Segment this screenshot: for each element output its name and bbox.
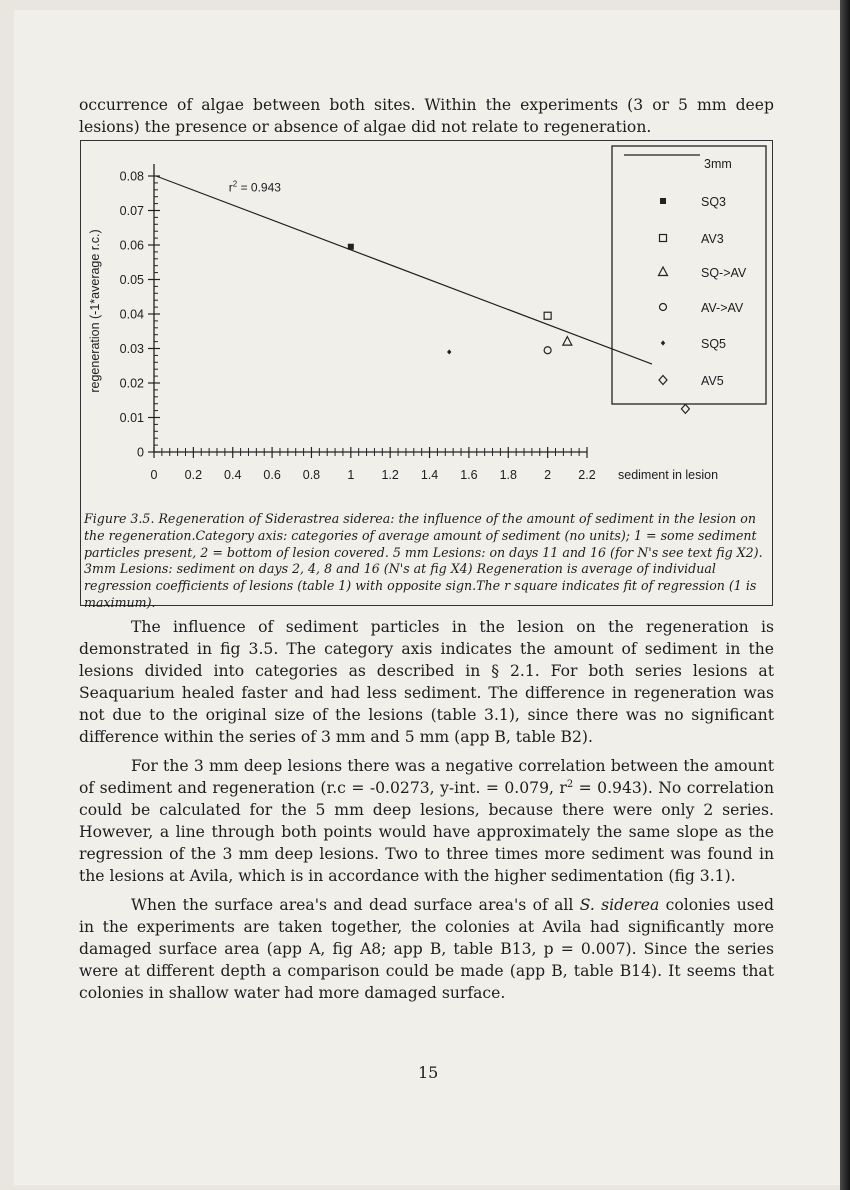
legend-label-av-av: AV->AV (701, 301, 744, 315)
y-tick-label: 0.08 (119, 169, 144, 184)
x-tick-label: 2.2 (578, 468, 596, 482)
y-tick-label: 0 (137, 445, 144, 460)
legend-marker-sq-av (659, 267, 668, 276)
intro-text: occurrence of algae between both sites. Within the experiments (3 or 5 mm deep lesions) the presence or absence of algae did not relate to regeneration. (79, 96, 774, 136)
x-tick-label: 1.4 (420, 468, 439, 482)
data-point-av-av (544, 347, 551, 354)
x-tick-label: 0 (150, 468, 158, 482)
y-tick-label: 0.06 (119, 238, 144, 253)
x-tick-label: 0.8 (302, 468, 321, 482)
paragraph-correlation-a: For the 3 mm deep lesions there was a negative correlation between the amount of sediment and regeneration (r.c = -0.0273, y-int. = 0.079, r (79, 757, 774, 797)
legend-marker-sq5 (661, 340, 665, 345)
species-name: S. siderea (579, 896, 660, 914)
x-tick-label: 0.4 (224, 468, 242, 482)
y-tick-label: 0.07 (119, 204, 144, 218)
figure-caption: Figure 3.5. Regeneration of Siderastrea siderea: the influence of the amount of sediment in the lesion on the regeneration.Category axis: categories of average amount of sediment (no units); 1 = some sediment particles present, 2 = bottom of lesion covered. 5 mm Lesions: on days 11 and 16 (for N's see text fig X2). 3mm Lesions: sediment on days 2, 4, 8 and 16 (N's at fig X4) Regeneration is average of individual regression coefficients of lesions (table 1) with opposite sign.The r square indicates fit of regression (1 is maximum). (84, 511, 763, 610)
paragraph-surface-area-a: When the surface area's and dead surface area's of all (131, 896, 580, 914)
data-point-av3 (544, 312, 551, 319)
superscript-2: 2 (566, 778, 574, 790)
body-text (79, 616, 774, 1004)
y-tick-label: 0.05 (119, 273, 144, 287)
y-axis-label: regeneration (-1*average r.c.) (88, 229, 102, 393)
y-tick-label: 0.02 (119, 376, 144, 391)
data-point-sq-av (563, 337, 572, 346)
y-tick-label: 0.03 (119, 342, 144, 356)
r-squared-annotation (229, 180, 281, 195)
legend-marker-av3 (660, 235, 667, 242)
legend-marker-av-av (660, 304, 667, 311)
paragraph-correlation-b: = 0.943). No correlation could be calculated for the 5 mm deep lesions, because there were only 2 series. However, a line through both points would have approximately the same slope as the regression of the 3 mm deep lesions. Two to three times more sediment was found in the lesions at Avila, which is in accordance with the higher sedimentation (fig 3.1). (79, 779, 774, 885)
legend-label-av5: AV5 (701, 374, 724, 388)
paragraph-sediment-influence: The influence of sediment particles in the lesion on the regeneration is demonstrated in fig 3.5. The category axis indicates the amount of sediment in the lesions divided into categories as described in § 2.1. For both series lesions at Seaquarium healed faster and had less sediment. The difference in regeneration was not due to the original size of the lesions (table 3.1), since there was no significant difference within the series of 3 mm and 5 mm (app B, table B2). (79, 618, 774, 746)
r-squared-value: = 0.943 (237, 180, 281, 195)
paragraph-surface-area (79, 894, 774, 1004)
x-tick-label: 1.8 (499, 468, 517, 482)
x-tick-label: 1 (347, 468, 355, 482)
x-tick-label: 0.6 (263, 468, 281, 482)
x-tick-label: 2 (544, 468, 552, 482)
x-tick-label: 1.2 (381, 468, 399, 482)
data-point-av5 (681, 404, 689, 413)
r-symbol: r (228, 180, 233, 195)
page-number: 15 (418, 1063, 439, 1082)
legend-label-av3: AV3 (701, 232, 724, 246)
legend-label-3mm: 3mm (704, 157, 732, 171)
x-axis-label: sediment in lesion (618, 468, 719, 482)
legend-label-sq3: SQ3 (701, 195, 727, 209)
legend-marker-sq3 (660, 198, 666, 204)
legend-label-sq5: SQ5 (701, 337, 727, 351)
data-point-sq5 (447, 349, 451, 354)
legend-marker-av5 (659, 376, 667, 385)
paragraph-correlation (79, 755, 774, 887)
r-squared-exponent: 2 (232, 179, 238, 189)
legend-label-sq-av: SQ->AV (701, 266, 747, 280)
x-tick-label: 0.2 (184, 468, 203, 482)
x-tick-label: 1.6 (460, 468, 478, 482)
regression-line (156, 176, 652, 364)
y-tick-label: 0.01 (119, 411, 144, 425)
data-point-sq3 (348, 244, 354, 250)
y-tick-label: 0.04 (119, 307, 144, 322)
paragraph-surface-area-b: colonies used in the experiments are taken together, the colonies at Avila had significantly more damaged surface area (app A, fig A8; app B, table B13, p = 0.007). Since the series were at different depth a comparison could be made (app B, table B14). It seems that colonies in shallow water had more damaged surface. (79, 896, 774, 1002)
